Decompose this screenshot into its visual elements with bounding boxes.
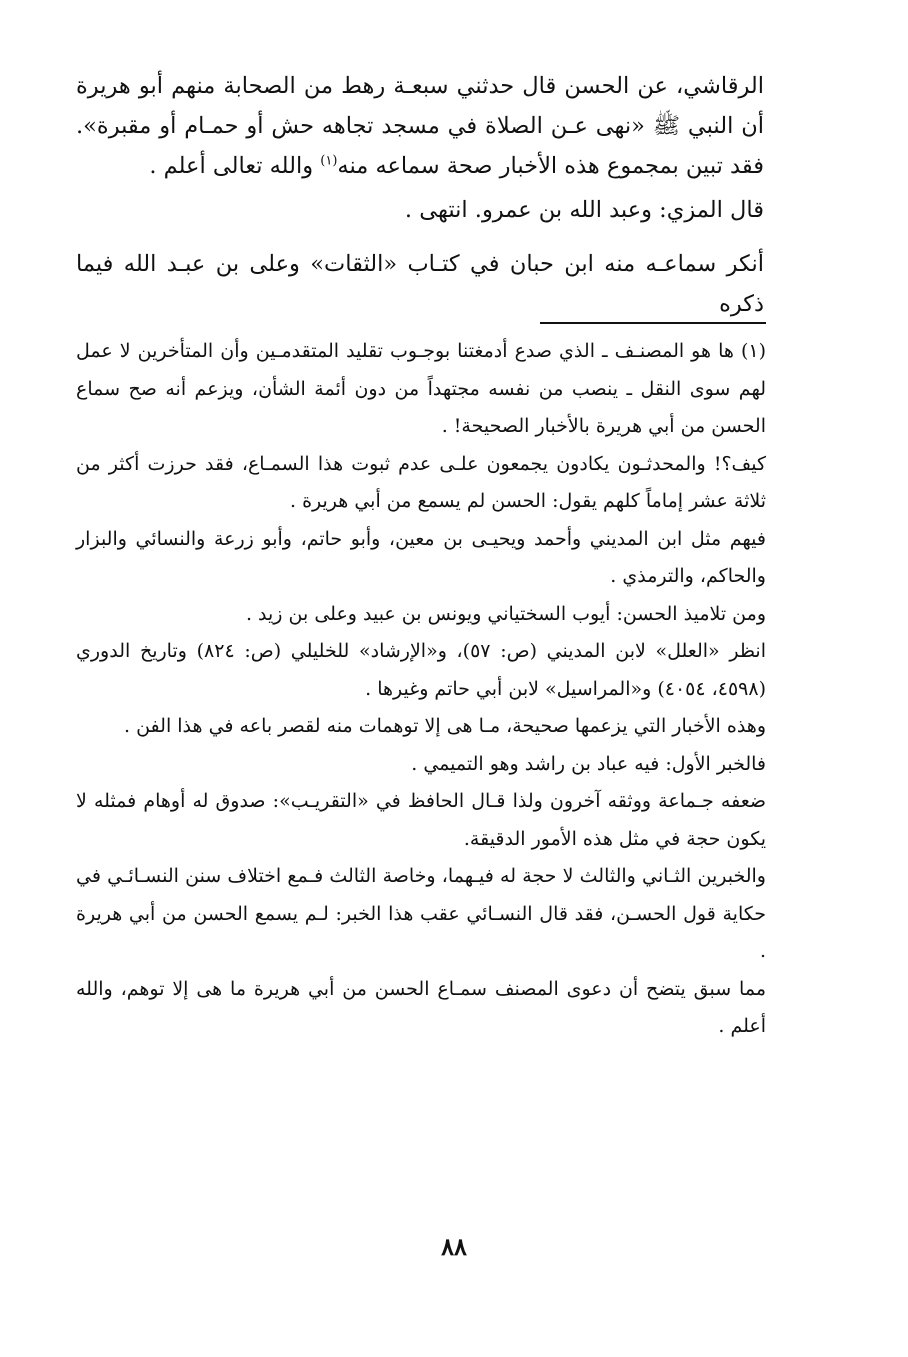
footnote-paragraph: مما سبق يتضح أن دعوى المصنف سمـاع الحسن من أبي هريرة ما هى إلا توهم، والله أعلم . — [76, 977, 767, 1037]
footnote-reference: (١) — [320, 153, 338, 169]
footnote-paragraph: ضعفه جـماعة ووثقه آخرون ولذا قـال الحافظ في «التقريـب»: صدوق له أوهام فمثله لا يكون حجة في مثل هذه الأمور الدقيقة. — [76, 790, 766, 850]
main-text — [76, 66, 764, 324]
footnote-text: ها هو المصنـف ـ الذي صدع أدمغتنا بوجـوب تقليد المتقدمـين وأن المتأخرين لا عمل لهم سوى النقل ـ ينصب من نفسه مجتهداً من دون أئمة الشأن، ويزعم أنه صح سماع الحسن من أبي هريرة بالأخبار الصحيحة! . — [76, 340, 766, 437]
footnote-paragraph: كيف؟! والمحدثـون يكادون يجمعون علـى عدم ثبوت هذا السمـاع، فقد حرزت أكثر من ثلاثة عشر إماماً كلهم يقول: الحسن لم يسمع من أبي هريرة . — [76, 452, 766, 512]
footnote-paragraph: فالخبر الأول: فيه عباد بن راشد وهو التميمي . — [411, 752, 766, 775]
main-paragraph-1-text: الرقاشي، عن الحسن قال حدثني سبعـة رهط من الصحابة منهم أبو هريرة أن النبي ﷺ «نهى عـن الصلاة في مسجد تجاهه حش أو حمـام أو مقبرة». فقد تبين بمجموع هذه الأخبار صحة سماعه منه — [76, 73, 764, 179]
main-paragraph-1-end: والله تعالى أعلم . — [149, 153, 321, 179]
main-paragraph-1 — [76, 66, 764, 186]
main-paragraph-2: قال المزي: وعبد الله بن عمرو. انتهى . — [404, 197, 764, 223]
footnote-paragraph — [76, 333, 766, 446]
footnote-paragraph: والخبرين الثـاني والثالث لا حجة له فيـهما، وخاصة الثالث فـمع اختلاف سنن النسـائـي في حكاية قول الحسـن، فقد قال النسـائي عقب هذا الخبر: لـم يسمع الحسن من أبي هريرة . — [76, 865, 766, 962]
footnote-paragraph: ومن تلاميذ الحسن: أيوب السختياني ويونس بن عبيد وعلى بن زيد . — [245, 602, 766, 625]
footnote-paragraph: وهذه الأخبار التي يزعمها صحيحة، مـا هى إلا توهمات منه لقصر باعه في هذا الفن . — [124, 715, 766, 737]
footnote-separator — [540, 322, 766, 324]
footnote-paragraph: انظر «العلل» لابن المديني (ص: ٥٧)، و«الإرشاد» للخليلي (ص: ٨٢٤) وتاريخ الدوري (٤٥٩٨، ٤٠٥٤) و«المراسيل» لابن أبي حاتم وغيرها . — [76, 640, 766, 700]
main-paragraph-3: أنكر سماعـه منه ابن حبان في كتـاب «الثقات» وعلى بن عبـد الله فيما ذكره — [76, 251, 764, 317]
footnote-paragraph: فيهم مثل ابن المديني وأحمد ويحيـى بن معين، وأبو حاتم، وأبو زرعة والنسائي والبزار والحاكم، والترمذي . — [76, 527, 766, 587]
footnote-section — [76, 333, 766, 1046]
page-number: ٨٨ — [441, 1232, 467, 1261]
footnote-number: (١) — [740, 340, 767, 362]
